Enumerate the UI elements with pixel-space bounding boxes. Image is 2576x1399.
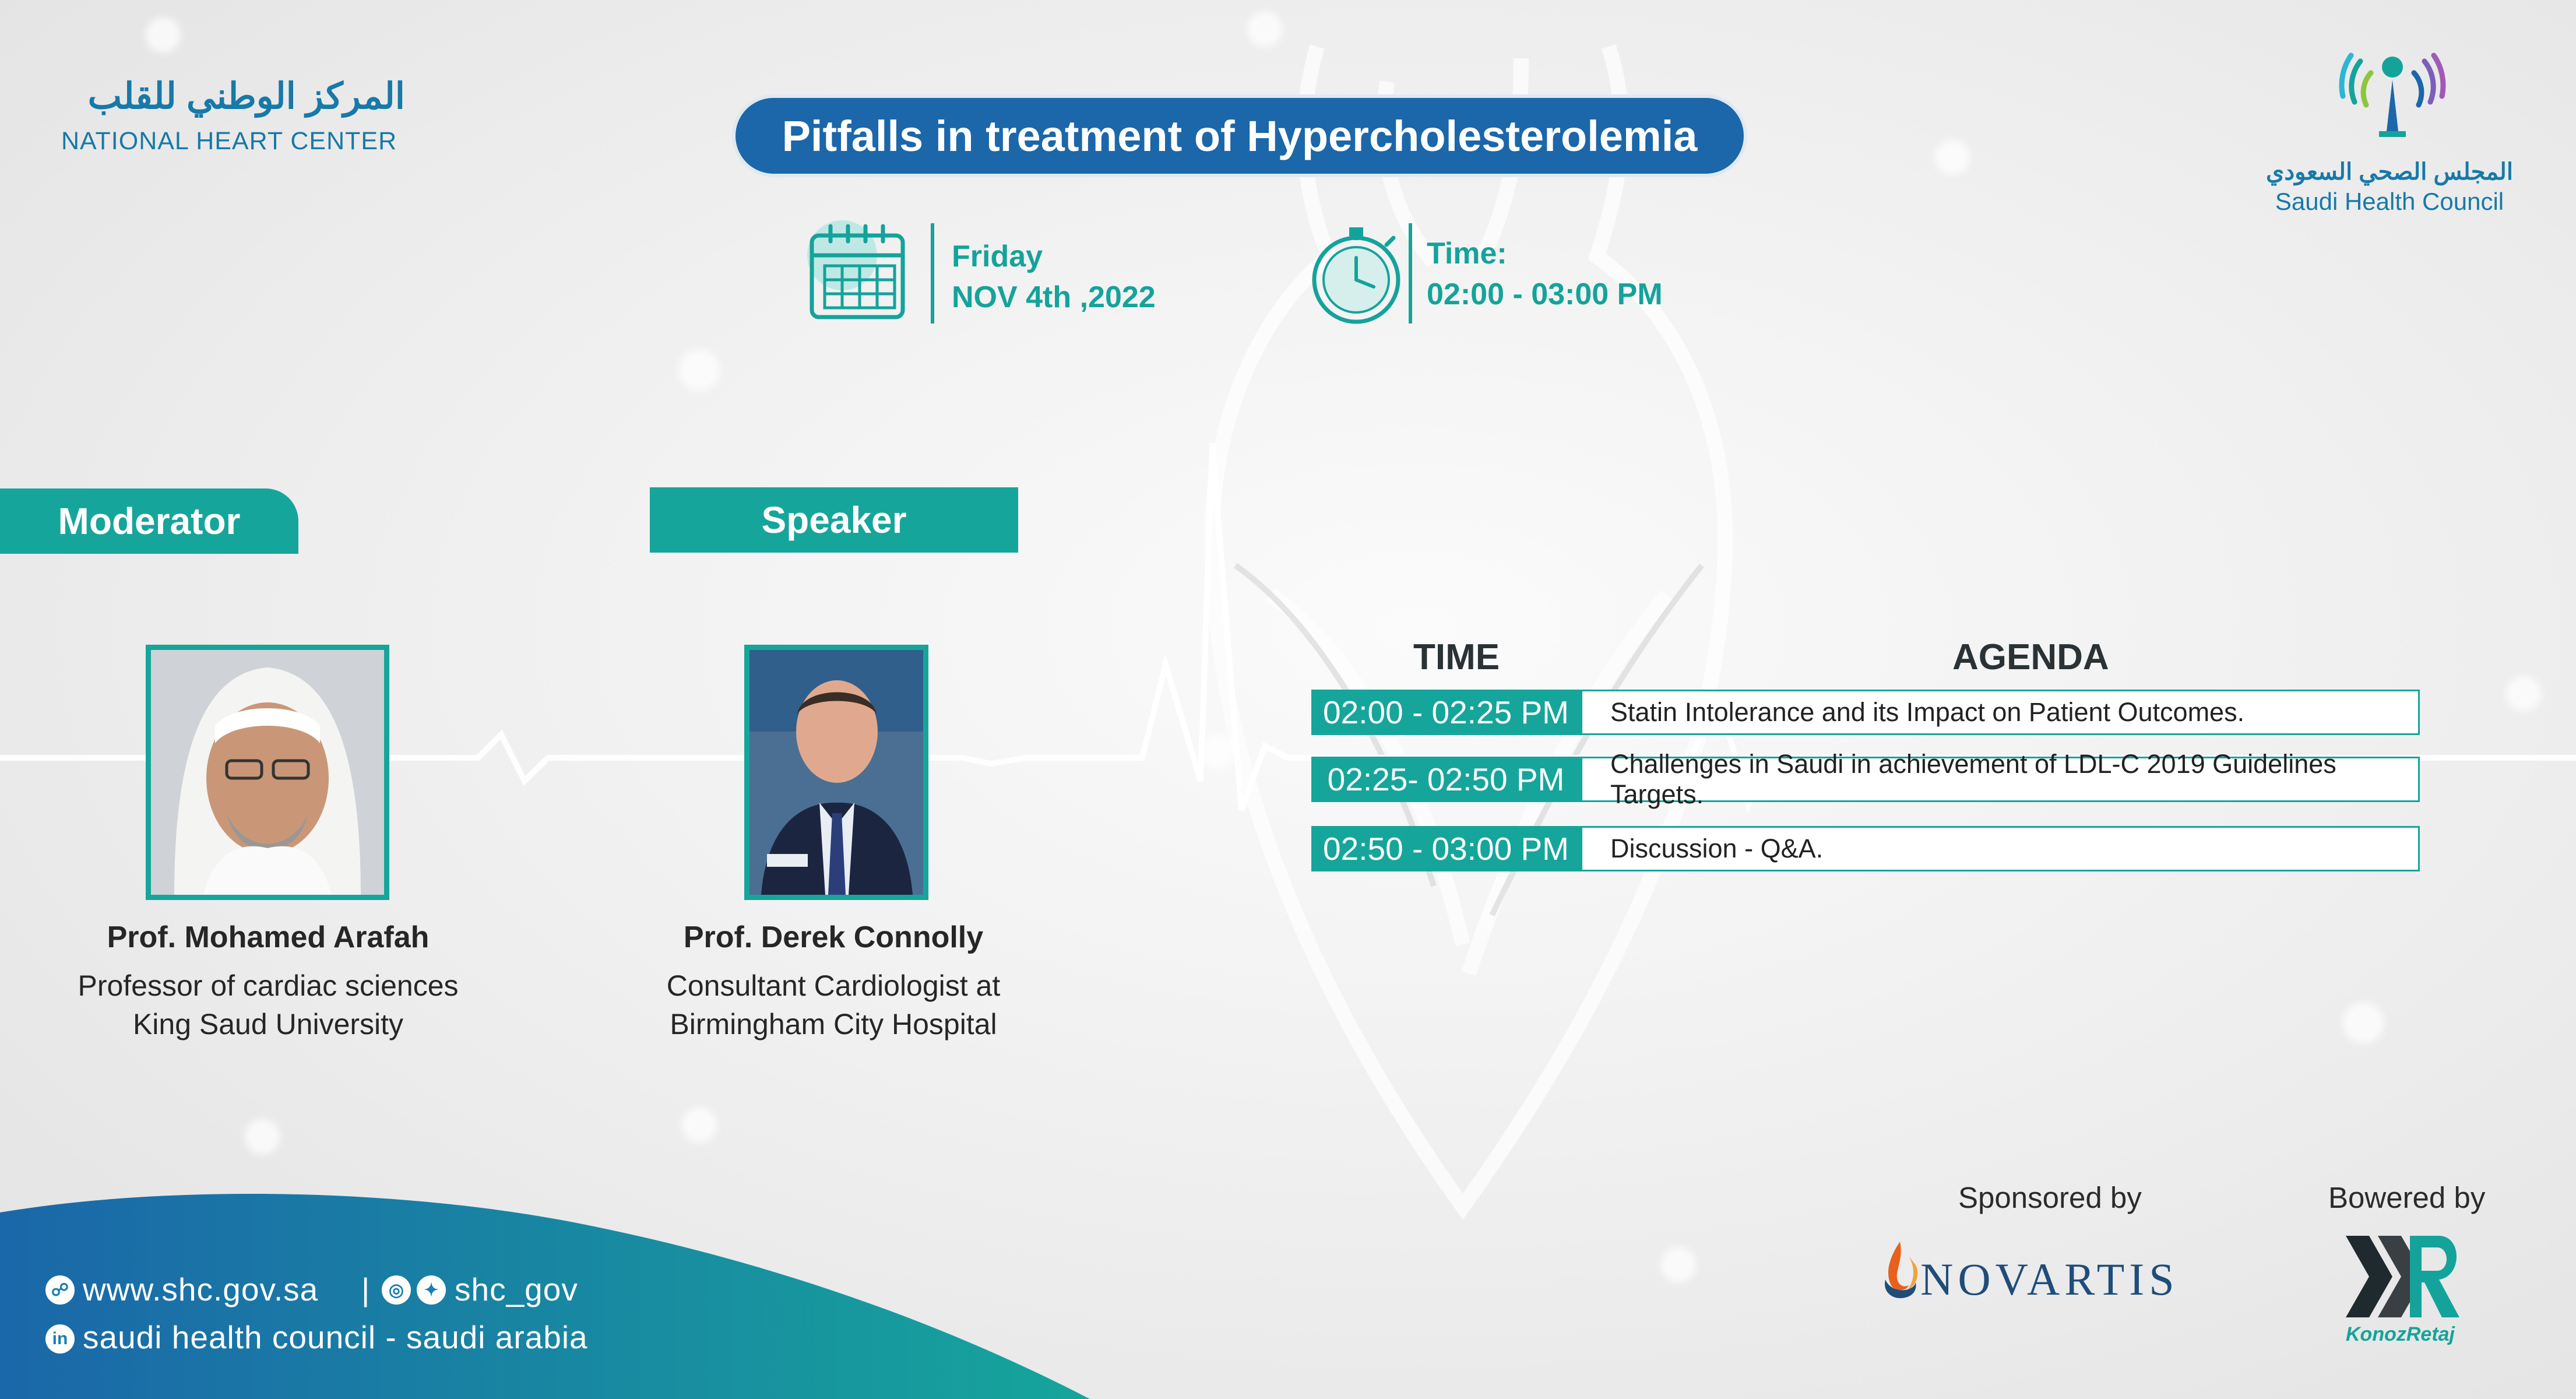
agenda-row-topic: Discussion - Q&A. <box>1581 826 2420 871</box>
powered-by-label: Bowered by <box>2328 1181 2486 1214</box>
speaker-name: Prof. Derek Connolly <box>683 920 984 954</box>
agenda-row-time: 02:25- 02:50 PM <box>1311 757 1581 802</box>
shc-logo-english: Saudi Health Council <box>2275 188 2504 215</box>
speaker-photo <box>744 645 928 900</box>
sponsored-by-label: Sponsored by <box>1958 1181 2142 1214</box>
time-divider <box>1409 223 1412 324</box>
sponsor-name: NOVARTIS <box>1920 1254 2179 1305</box>
nhc-logo-english: NATIONAL HEART CENTER <box>61 127 397 155</box>
nhc-logo-arabic: المركز الوطني للقلب <box>87 76 405 117</box>
agenda-row-time: 02:00 - 02:25 PM <box>1311 690 1581 735</box>
powered-by-name: KonozRetaj <box>2346 1323 2455 1345</box>
agenda-row <box>1311 690 2420 735</box>
bokeh-light <box>2343 1003 2384 1043</box>
speaker-role-line1: Consultant Cardiologist at <box>666 969 1001 1002</box>
bokeh-light <box>146 17 181 52</box>
agenda-topic-header: AGENDA <box>1952 637 2109 677</box>
linkedin-icon[interactable]: in <box>45 1324 75 1354</box>
bokeh-light <box>682 1108 717 1143</box>
agenda-row-topic: Challenges in Saudi in achievement of LDL-C 2019 Guidelines Targets. <box>1581 757 2420 802</box>
stopwatch-icon <box>1308 222 1405 326</box>
bokeh-light <box>1247 12 1282 47</box>
shc-logo-emblem <box>2325 32 2459 154</box>
footer-separator: | <box>361 1271 371 1307</box>
footer-social-handle[interactable]: shc_gov <box>455 1271 578 1307</box>
calendar-icon <box>801 215 912 325</box>
agenda-row-topic: Statin Intolerance and its Impact on Patient Outcomes. <box>1581 690 2420 735</box>
date-divider <box>931 223 934 324</box>
speaker-tab: Speaker <box>650 487 1018 553</box>
bokeh-light <box>679 350 720 391</box>
bokeh-light <box>245 1119 280 1154</box>
shc-logo-arabic: المجلس الصحي السعودي <box>2266 159 2513 185</box>
event-day: Friday <box>952 240 1043 273</box>
agenda-row <box>1311 826 2420 871</box>
globe-icon: ☍ <box>45 1275 75 1305</box>
agenda-row <box>1311 749 2420 809</box>
footer-linkedin[interactable]: saudi health council - saudi arabia <box>83 1319 588 1355</box>
bokeh-light <box>1935 140 1970 175</box>
moderator-name: Prof. Mohamed Arafah <box>107 920 430 954</box>
bokeh-light <box>1661 1247 1696 1282</box>
event-title: Pitfalls in treatment of Hypercholesterolemia <box>736 98 1744 174</box>
footer-website[interactable]: www.shc.gov.sa <box>83 1271 319 1307</box>
agenda-row-time: 02:50 - 03:00 PM <box>1311 826 1581 871</box>
konozretaj-logo-icon <box>2346 1230 2462 1323</box>
instagram-icon[interactable]: ◎ <box>382 1275 411 1305</box>
novartis-flame-icon <box>1880 1239 1920 1300</box>
event-date: NOV 4th ,2022 <box>952 280 1156 314</box>
twitter-icon[interactable]: ✦ <box>417 1275 446 1305</box>
speaker-role-line2: Birmingham City Hospital <box>670 1008 997 1041</box>
moderator-role-line1: Professor of cardiac sciences <box>78 969 459 1002</box>
moderator-tab: Moderator <box>0 488 298 554</box>
moderator-role-line2: King Saud University <box>132 1008 404 1041</box>
time-range: 02:00 - 03:00 PM <box>1427 277 1663 311</box>
agenda-time-header: TIME <box>1413 637 1500 677</box>
moderator-photo <box>146 645 389 900</box>
time-label: Time: <box>1427 237 1507 270</box>
